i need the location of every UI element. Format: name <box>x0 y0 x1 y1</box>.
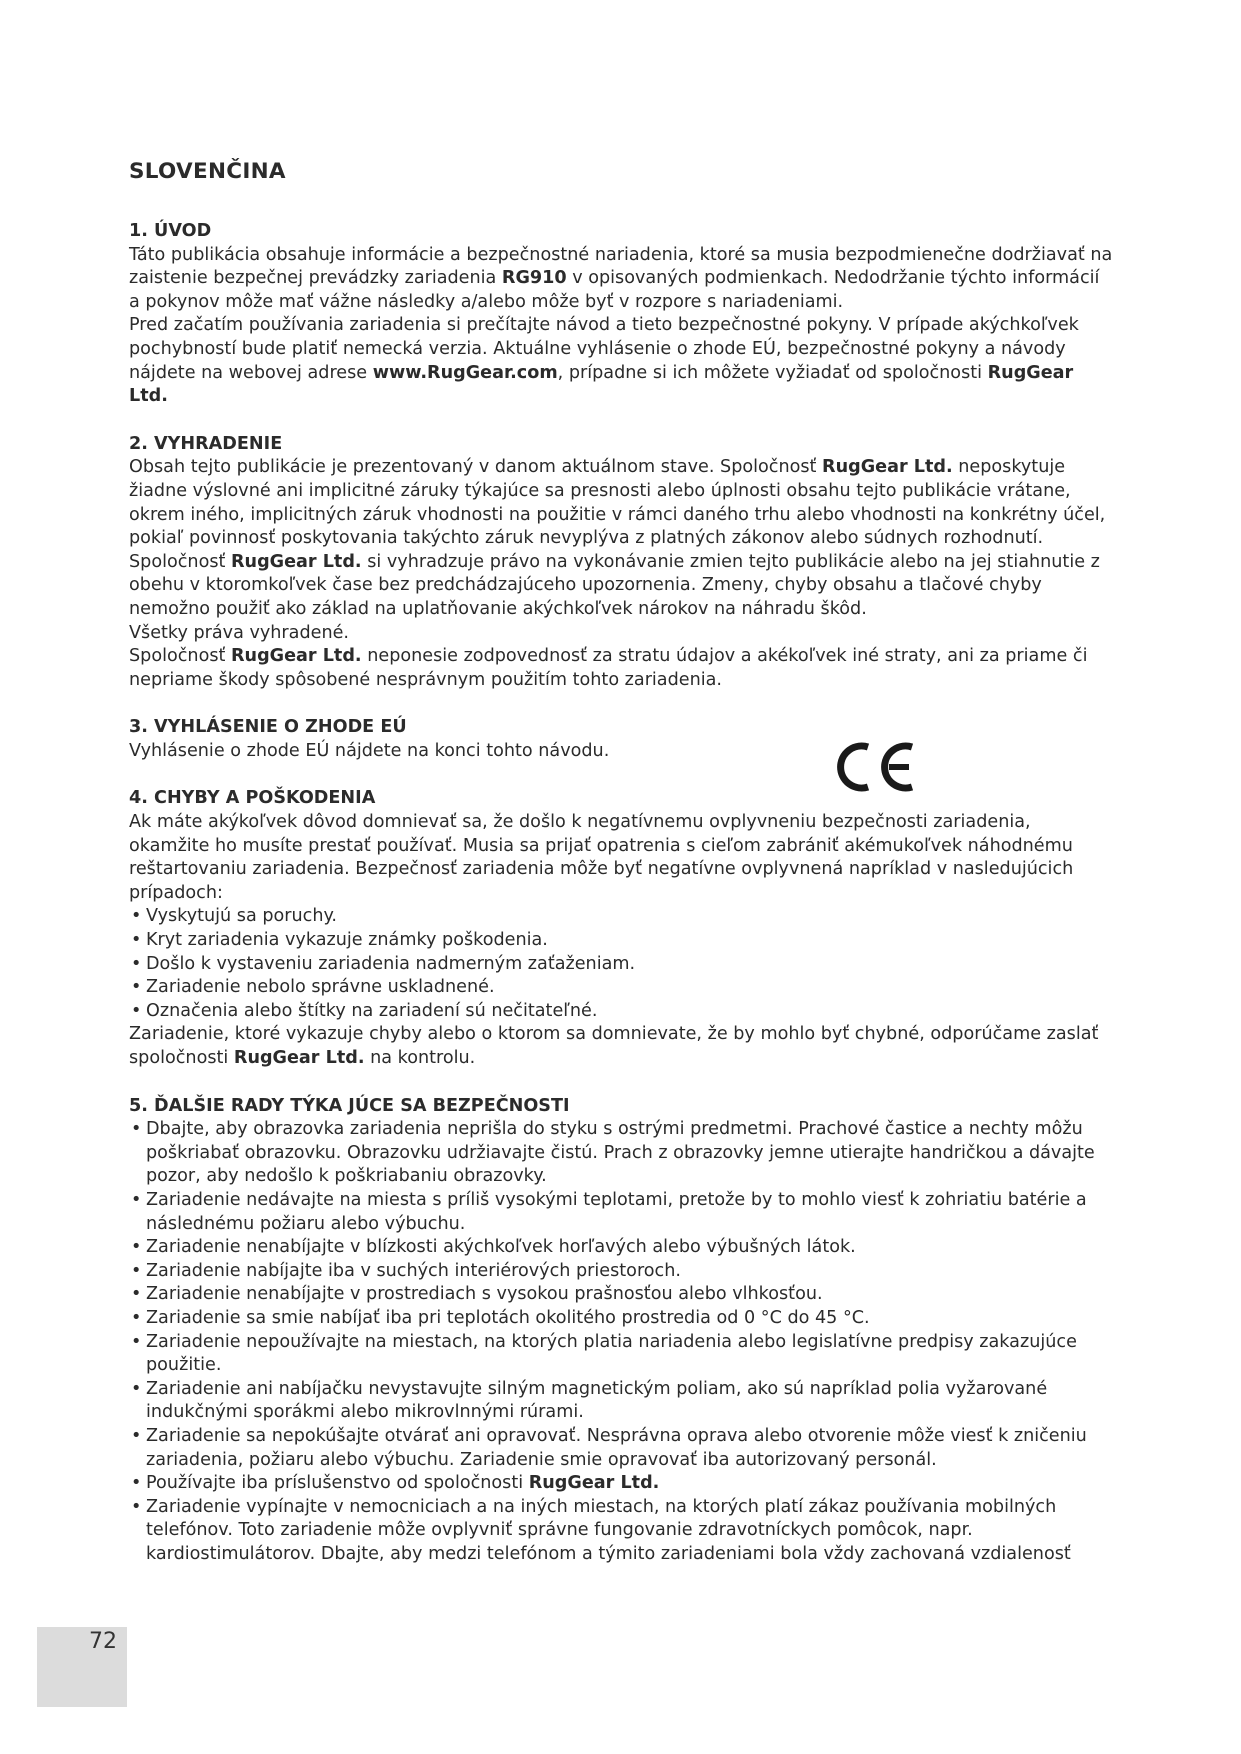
list-item: • Zariadenie ani nabíjačku nevystavujte silným magnetickým poliam, ako sú napríklad polia vyžarované indukčnými sporákmi alebo mikrovlnnými rúrami. <box>129 1378 1114 1425</box>
list-item: • Zariadenie nepoužívajte na miestach, na ktorých platia nariadenia alebo legislatívne predpisy zakazujúce použitie. <box>129 1331 1114 1378</box>
website-link: www.RugGear.com <box>372 362 558 383</box>
paragraph <box>129 645 1114 692</box>
list-item: • Zariadenie sa smie nabíjať iba pri teplotách okolitého prostredia od 0 °C do 45 °C. <box>129 1307 1114 1331</box>
language-title: SLOVENČINA <box>129 159 286 184</box>
company-name: RugGear Ltd. <box>129 362 1074 407</box>
company-name: RugGear Ltd. <box>822 457 953 478</box>
list-item: • Dbajte, aby obrazovka zariadenia neprišla do styku s ostrými predmetmi. Prachové častice a nechty môžu poškriabať obrazovku. Obrazovku udržiavajte čistú. Prach z obrazovky jemne utierajte handričkou a dávajte pozor, aby nedošlo k poškriabaniu obrazovky. <box>129 1118 1114 1189</box>
page-content <box>129 158 1114 1590</box>
text-run: Obsah tejto publikácie je prezentovaný v danom aktuálnom stave. Spoločnosť <box>129 457 823 478</box>
text-run: Používajte iba príslušenstvo od spoločnosti <box>146 1473 529 1494</box>
section-faults-damage <box>129 787 1114 1070</box>
text-run: neponesie zodpovednosť za stratu údajov a akékoľvek iné straty, ani za priame či nepriame škody spôsobené nesprávnym použitím tohto zariadenia. <box>129 646 1088 690</box>
list-item: • Zariadenie nedávajte na miesta s príliš vysokými teplotami, pretože by to mohlo viesť k zohriatiu batérie a následnému požiaru alebo výbuchu. <box>129 1189 1114 1236</box>
bullet-list <box>129 1118 1114 1566</box>
section-disclaimer <box>129 433 1114 693</box>
ce-mark-icon <box>832 741 916 793</box>
model-name: RG910 <box>501 268 567 289</box>
list-item: • Zariadenie sa nepokúšajte otvárať ani opravovať. Nesprávna oprava alebo otvorenie môže viesť k zničeniu zariadenia, požiaru alebo výbuchu. Zariadenie smie opravovať iba autorizovaný personál. <box>129 1425 1114 1472</box>
paragraph: Všetky práva vyhradené. <box>129 622 350 643</box>
text-run: Spoločnosť <box>129 551 231 572</box>
paragraph <box>129 1023 1114 1070</box>
section-heading: 5. ĎALŠIE RADY TÝKA JÚCE SA BEZPEČNOSTI <box>129 1095 570 1116</box>
section-heading: 4. CHYBY A POŠKODENIA <box>129 788 376 809</box>
text-run: na kontrolu. <box>364 1048 476 1068</box>
text-run: Pred začatím používania zariadenia si prečítajte návod a tieto bezpečnostné pokyny. V prípade akýchkoľvek pochybností bude platiť nemecká verzia. Aktuálne vyhlásenie o zhode EÚ, bezpečnostné pokyny a návody nájdete na webovej adrese <box>129 315 1079 383</box>
text-run: Táto publikácia obsahuje informácie a bezpečnostné nariadenia, ktoré sa musia bezpodmienečne dodržiavať na zaistenie bezpečnej prevádzky zariadenia <box>129 244 1113 289</box>
bullet-list <box>129 905 1114 1023</box>
list-item: • Zariadenie nabíjajte iba v suchých interiérových priestoroch. <box>129 1260 1114 1284</box>
text-run: neposkytuje žiadne výslovné ani implicitné záruky týkajúce sa presnosti alebo úplnosti obsahu tejto publikácie vrátane, okrem iného, implicitných záruk vhodnosti na použitie v rámci daného trhu alebo vhodnosti na konkrétny účel, pokiaľ povinnosť poskytovania takýchto záruk nevyplýva z platných zákonov alebo súdnych rozhodnutí. <box>129 457 1106 549</box>
section-eu-declaration <box>129 716 1114 763</box>
list-item: • Zariadenie nenabíjajte v prostrediach s vysokou prašnosťou alebo vlhkosťou. <box>129 1283 1114 1307</box>
list-item: • Zariadenie vypínajte v nemocniciach a na iných miestach, na ktorých platí zákaz používania mobilných telefónov. Toto zariadenie môže ovplyvniť správne fungovanie zdravotníckych pomôcok, napr. kardiostimulátorov. Dbajte, aby medzi telefónom a týmito zariadeniami bola vždy zachovaná vzdialenosť <box>129 1496 1114 1567</box>
list-item: • Kryt zariadenia vykazuje známky poškodenia. <box>129 929 1114 953</box>
section-heading: 1. ÚVOD <box>129 221 212 241</box>
company-name: RugGear Ltd. <box>233 1048 365 1068</box>
paragraph: Vyhlásenie o zhode EÚ nájdete na konci tohto návodu. <box>129 740 610 761</box>
list-item: • Označenia alebo štítky na zariadení sú nečitateľné. <box>129 1000 1114 1024</box>
list-item: • Došlo k vystaveniu zariadenia nadmerným zaťaženiam. <box>129 953 1114 977</box>
paragraph <box>129 314 1114 408</box>
section-safety-tips <box>129 1095 1114 1567</box>
list-item: • Zariadenie nebolo správne uskladnené. <box>129 976 1114 1000</box>
text-run: si vyhradzuje právo na vykonávanie zmien tejto publikácie alebo na jej stiahnutie z obehu v ktoromkoľvek čase bez predchádzajúceho upozornenia. Zmeny, chyby obsahu a tlačové chyby nemožno použiť ako základ na uplatňovanie akýchkoľvek nárokov na náhradu škôd. <box>129 551 1100 619</box>
section-heading: 3. VYHLÁSENIE O ZHODE EÚ <box>129 717 407 738</box>
text-run: v opisovaných podmienkach. Nedodržanie týchto informácií a pokynov môže mať vážne následky a/alebo môže byť v rozpore s nariadeniami. <box>129 268 1100 312</box>
text-run: Spoločnosť <box>129 646 231 667</box>
section-introduction <box>129 220 1114 409</box>
paragraph <box>129 551 1114 622</box>
list-item: • Vyskytujú sa poruchy. <box>129 905 1114 929</box>
company-name: RugGear Ltd. <box>231 551 362 572</box>
company-name: RugGear Ltd. <box>528 1473 660 1494</box>
company-name: RugGear Ltd. <box>231 646 362 667</box>
list-item: • Zariadenie nenabíjajte v blízkosti akýchkoľvek horľavých alebo výbušných látok. <box>129 1236 1114 1260</box>
paragraph <box>129 244 1114 315</box>
paragraph <box>129 456 1114 550</box>
text-run: Zariadenie, ktoré vykazuje chyby alebo o ktorom sa domnievate, že by mohlo byť chybné, odporúčame zaslať spoločnosti <box>129 1024 1099 1068</box>
paragraph: Ak máte akýkoľvek dôvod domnievať sa, že došlo k negatívnemu ovplyvneniu bezpečnosti zariadenia, okamžite ho musíte prestať používať. Musia sa prijať opatrenia s cieľom zabrániť akémukoľvek náhodnému reštartovaniu zariadenia. Bezpečnosť zariadenia môže byť negatívne ovplyvnená napríklad v nasledujúcich prípadoch: <box>129 812 1074 903</box>
page-number: 72 <box>89 1629 117 1654</box>
text-run: , prípadne si ich môžete vyžiadať od spoločnosti <box>557 362 988 383</box>
list-item <box>129 1472 1114 1496</box>
section-heading: 2. VYHRADENIE <box>129 433 283 454</box>
